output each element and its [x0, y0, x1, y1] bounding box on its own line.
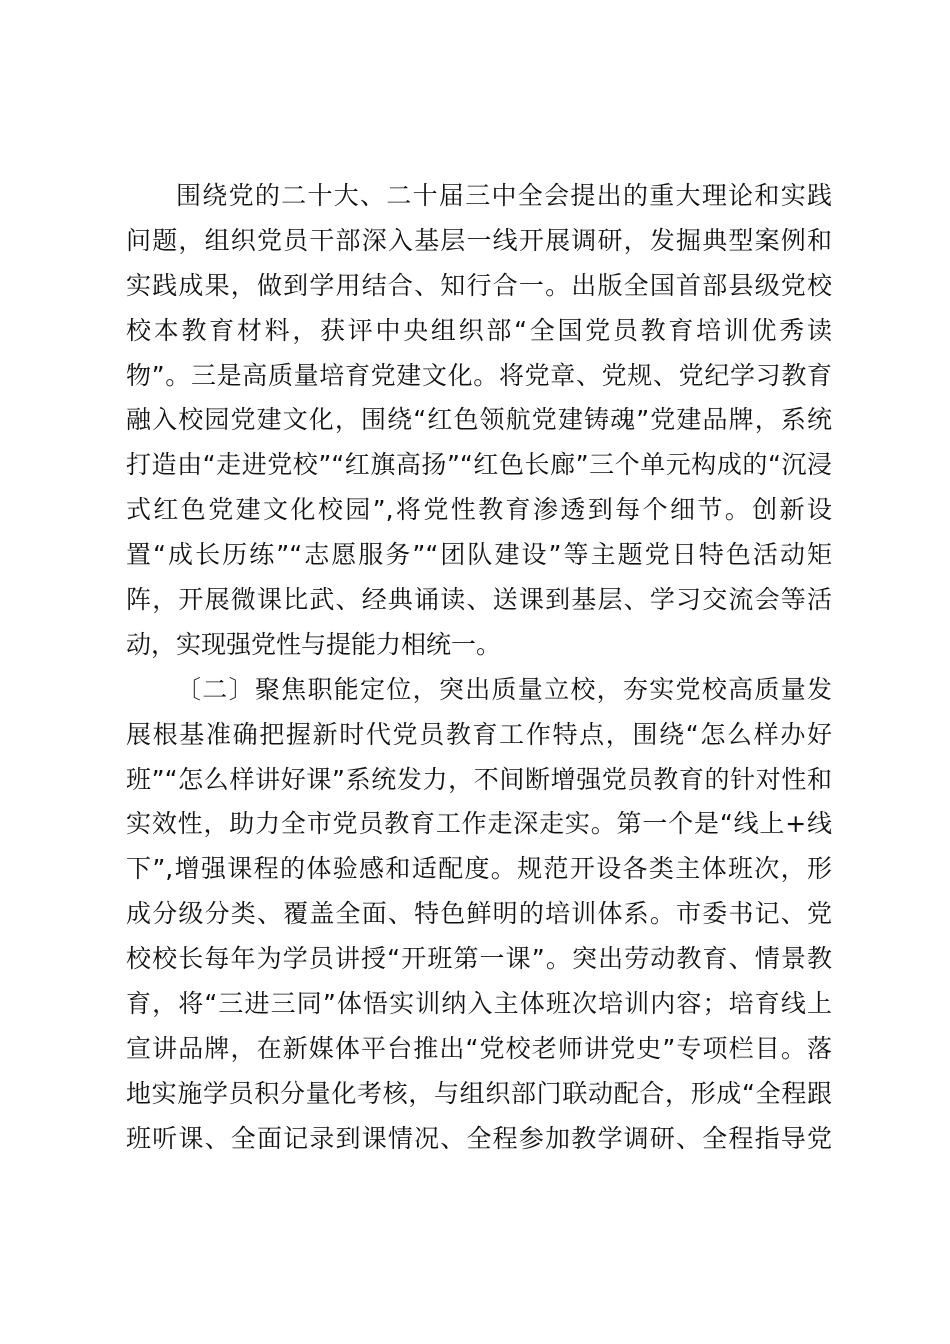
paragraph-2-line-4: 实效性，助力全市党员教育工作走深走实。第一个是“线上+线	[126, 809, 832, 839]
paragraph-2-line-7: 校校长每年为学员讲授“开班第一课”。突出劳动教育、情景教	[126, 944, 832, 974]
body-text	[126, 174, 832, 1162]
paragraph-2-line-6: 成分级分类、覆盖全面、特色鲜明的培训体系。市委书记、党	[126, 899, 832, 929]
paragraph-2-line-1: 〔二〕聚焦职能定位，突出质量立校，夯实党校高质量发	[176, 674, 832, 704]
paragraph-1-line-10: 阵，开展微课比武、经典诵读、送课到基层、学习交流会等活	[126, 585, 832, 615]
paragraph-1-line-6: 融入校园党建文化，围绕“红色领航党建铸魂”党建品牌，系统	[126, 405, 832, 435]
paragraph-1-line-1: 围绕党的二十大、二十届三中全会提出的重大理论和实践	[176, 181, 832, 210]
paragraph-1-line-9: 置“成长历练”“志愿服务”“团队建设”等主题党日特色活动矩	[126, 540, 832, 570]
paragraph-2-line-3: 班”“怎么样讲好课”系统发力，不间断增强党员教育的针对性和	[126, 764, 832, 794]
paragraph-1-line-2: 问题，组织党员干部深入基层一线开展调研，发掘典型案例和	[126, 225, 832, 255]
paragraph-1-line-4: 校本教育材料，获评中央组织部“全国党员教育培训优秀读	[126, 315, 832, 345]
paragraph-2-line-10: 地实施学员积分量化考核，与组织部门联动配合，形成“全程跟	[126, 1078, 832, 1108]
paragraph-2-line-11: 班听课、全面记录到课情况、全程参加教学调研、全程指导党	[126, 1123, 832, 1153]
paragraph-1-line-7: 打造由“走进党校”“红旗高扬”“红色长廊”三个单元构成的“沉浸	[126, 450, 832, 480]
paragraph-2-line-9: 宣讲品牌，在新媒体平台推出“党校老师讲党史”专项栏目。落	[126, 1033, 832, 1063]
paragraph-1-line-3: 实践成果，做到学用结合、知行合一。出版全国首部县级党校	[126, 270, 832, 300]
paragraph-2-line-2: 展根基准确把握新时代党员教育工作特点，围绕“怎么样办好	[126, 719, 832, 749]
paragraph-1-line-5: 物”。三是高质量培育党建文化。将党章、党规、党纪学习教育	[126, 360, 832, 390]
paragraph-2-line-5: 下”,增强课程的体验感和适配度。规范开设各类主体班次，形	[126, 854, 832, 884]
paragraph-2-line-8: 育，将“三进三同”体悟实训纳入主体班次培训内容；培育线上	[126, 989, 832, 1019]
paragraph-1-line-11: 动，实现强党性与提能力相统一。	[126, 629, 502, 659]
paragraph-1-line-8: 式红色党建文化校园”,将党性教育渗透到每个细节。创新设	[126, 495, 832, 525]
